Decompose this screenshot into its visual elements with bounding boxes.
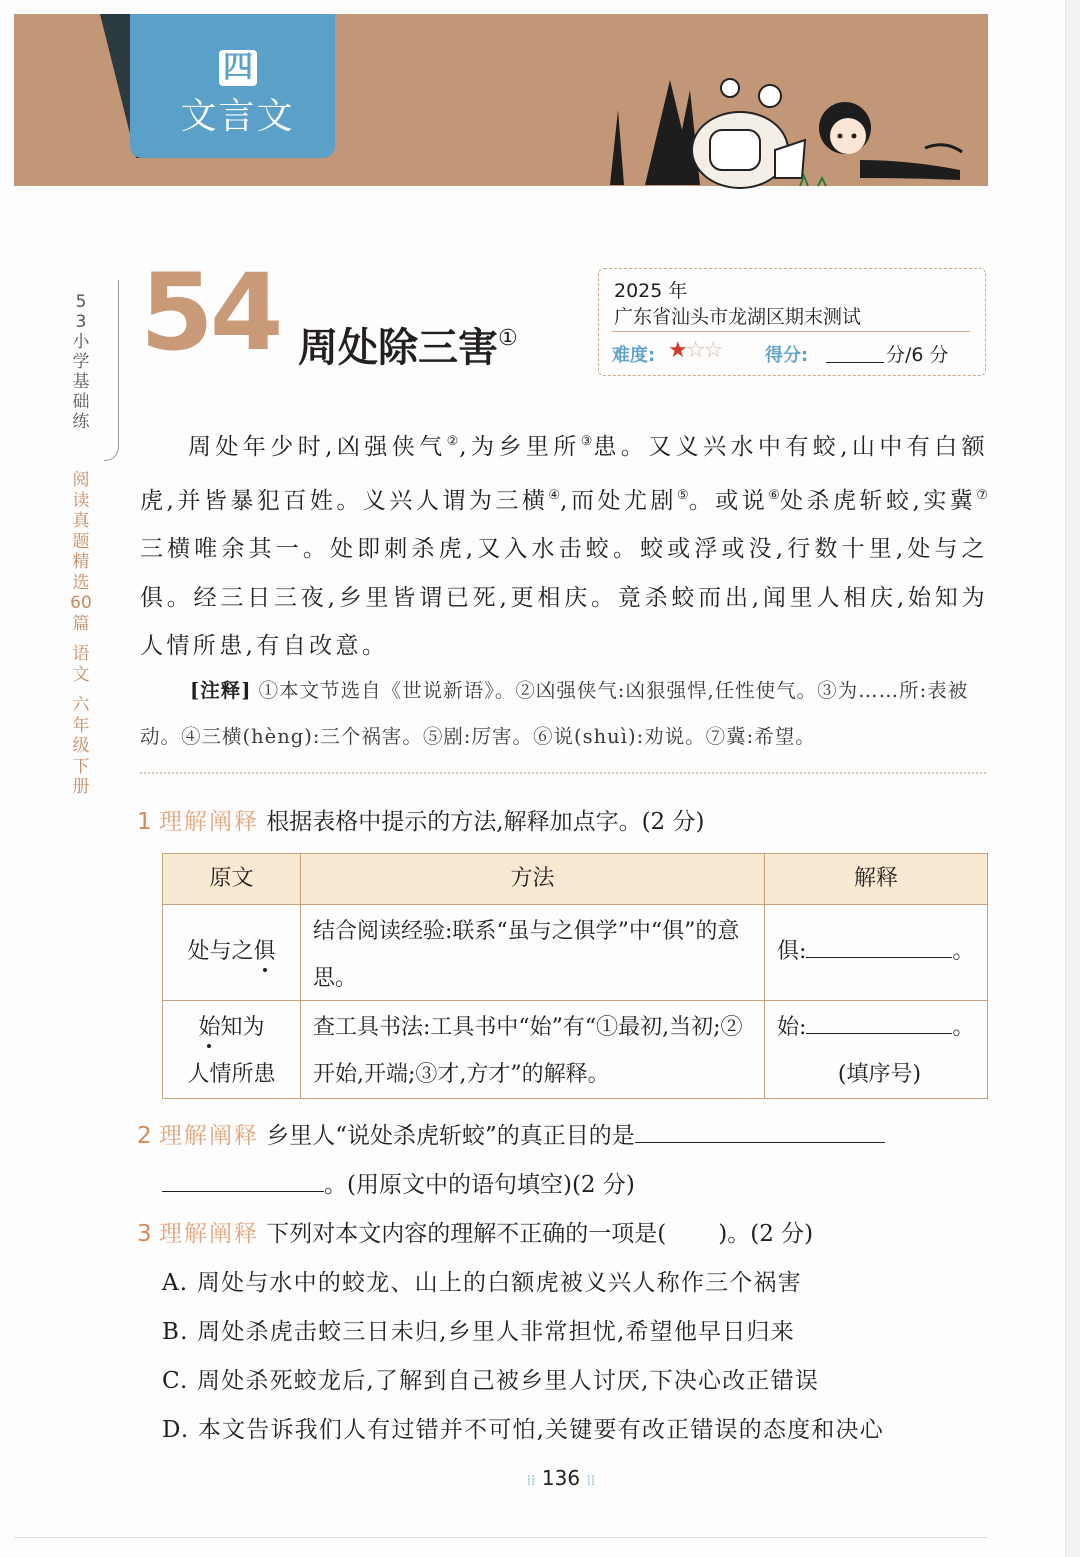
question-2-cont: 。(用原文中的语句填空)(2 分)	[162, 1166, 635, 1199]
notes-tag: [注释]	[190, 679, 252, 702]
score-label: 得分:	[765, 345, 809, 366]
option-c[interactable]: C. 周处杀死蛟龙后,了解到自己被乡里人讨厌,下决心改正错误	[162, 1368, 820, 1394]
spine-subtitle: 阅 读 真 题 精 选 60 篇 语 文 六 年 级 下 册	[70, 470, 92, 797]
star-empty-icon: ☆	[703, 338, 722, 363]
tree-silhouette-icon	[610, 80, 700, 185]
question-3: 3 理解阐释 下列对本文内容的理解不正确的一项是( )。(2 分)	[137, 1221, 814, 1247]
section-number: 四	[219, 50, 257, 86]
notes-text: ①本文节选自《世说新语》。②凶强侠气:凶狠强悍,任性使气。③为……所:表被动。④三横(hèng):三个祸害。⑤剧:厉害。⑥说(shuì):劝说。⑦冀:希望。	[140, 679, 969, 748]
annotations	[140, 668, 988, 760]
spine-series: 5 3 小 学 基 础 练	[72, 292, 90, 432]
page-edge	[1065, 0, 1080, 1557]
table-header-original: 原文	[163, 854, 300, 904]
question-2: 2 理解阐释 乡里人“说处杀虎斩蛟”的真正目的是	[137, 1117, 885, 1150]
section-divider	[140, 772, 986, 774]
table-row-1-method: 结合阅读经验:联系“虽与之俱学”中“俱”的意思。	[313, 919, 740, 991]
option-d[interactable]: D. 本文告诉我们人有过错并不可怕,关键要有改正错误的态度和决心	[162, 1417, 884, 1443]
snail-house-icon	[692, 79, 805, 188]
table-row-2-answer: 始: 。 (填序号)	[777, 1015, 975, 1087]
footer-line	[14, 1537, 988, 1538]
header-illustration	[590, 60, 970, 190]
table-row-2-method: 查工具书法:工具书中“始”有“①最初,当初;②开始,开端;③才,方才”的解释。	[313, 1015, 743, 1087]
lesson-title: 周处除三害①	[298, 325, 518, 371]
option-a[interactable]: A. 周处与水中的蛟龙、山上的白额虎被义兴人称作三个祸害	[162, 1270, 802, 1296]
spine-bracket	[104, 280, 119, 461]
exam-year: 2025 年	[614, 280, 688, 302]
table-header-answer: 解释	[765, 854, 987, 904]
question-1: 1 理解阐释 根据表格中提示的方法,解释加点字。(2 分)	[137, 809, 705, 835]
table-row-1-original: 处与之俱	[187, 939, 276, 964]
star-filled-icon: ★	[668, 338, 686, 363]
answer-blank[interactable]	[806, 939, 952, 958]
answer-blank[interactable]	[162, 1171, 324, 1192]
difficulty-label: 难度:	[612, 345, 656, 366]
option-b[interactable]: B. 周处杀虎击蛟三日未归,乡里人非常担忧,希望他早日归来	[162, 1319, 795, 1345]
difficulty-stars	[668, 338, 721, 363]
exam-name: 广东省汕头市龙湖区期末测试	[614, 306, 862, 328]
question-1-table	[162, 853, 988, 1099]
lesson-number: 54	[140, 251, 280, 374]
table-row-2-original: 始知为 人情所患	[187, 1015, 276, 1087]
table-row-1-answer: 俱: 。	[777, 939, 975, 964]
section-name: 文言文	[180, 96, 295, 137]
classical-passage: 周处年少时,凶强侠气②,为乡里所③患。又义兴水中有蛟,山中有白额虎,并皆暴犯百姓。义兴人谓为三横④,而处尤剧⑤。或说⑥处杀虎斩蛟,实冀⑦三横唯余其一。处即刺杀虎,又入水击蛟。蛟或浮或没,行数十里,处与之俱。经三日三夜,乡里皆谓已死,更相庆。竟杀蛟而出,闻里人相庆,始知为人情所患,有自改意。	[140, 434, 989, 659]
page-number: ⁞⁞ 136 ⁞⁞	[526, 1466, 596, 1490]
girl-character-icon	[819, 102, 962, 180]
exam-divider	[612, 331, 970, 332]
answer-blank[interactable]	[635, 1122, 885, 1143]
page-deco-left-icon: ⁞⁞	[526, 1473, 536, 1489]
answer-blank[interactable]	[806, 1015, 952, 1034]
grass-icon	[800, 176, 826, 186]
star-empty-icon: ☆	[685, 338, 704, 363]
score-blank[interactable]	[826, 362, 884, 363]
table-header-method: 方法	[301, 854, 764, 904]
score-total: 分/6 分	[886, 344, 949, 366]
page-deco-right-icon: ⁞⁞	[586, 1473, 596, 1489]
